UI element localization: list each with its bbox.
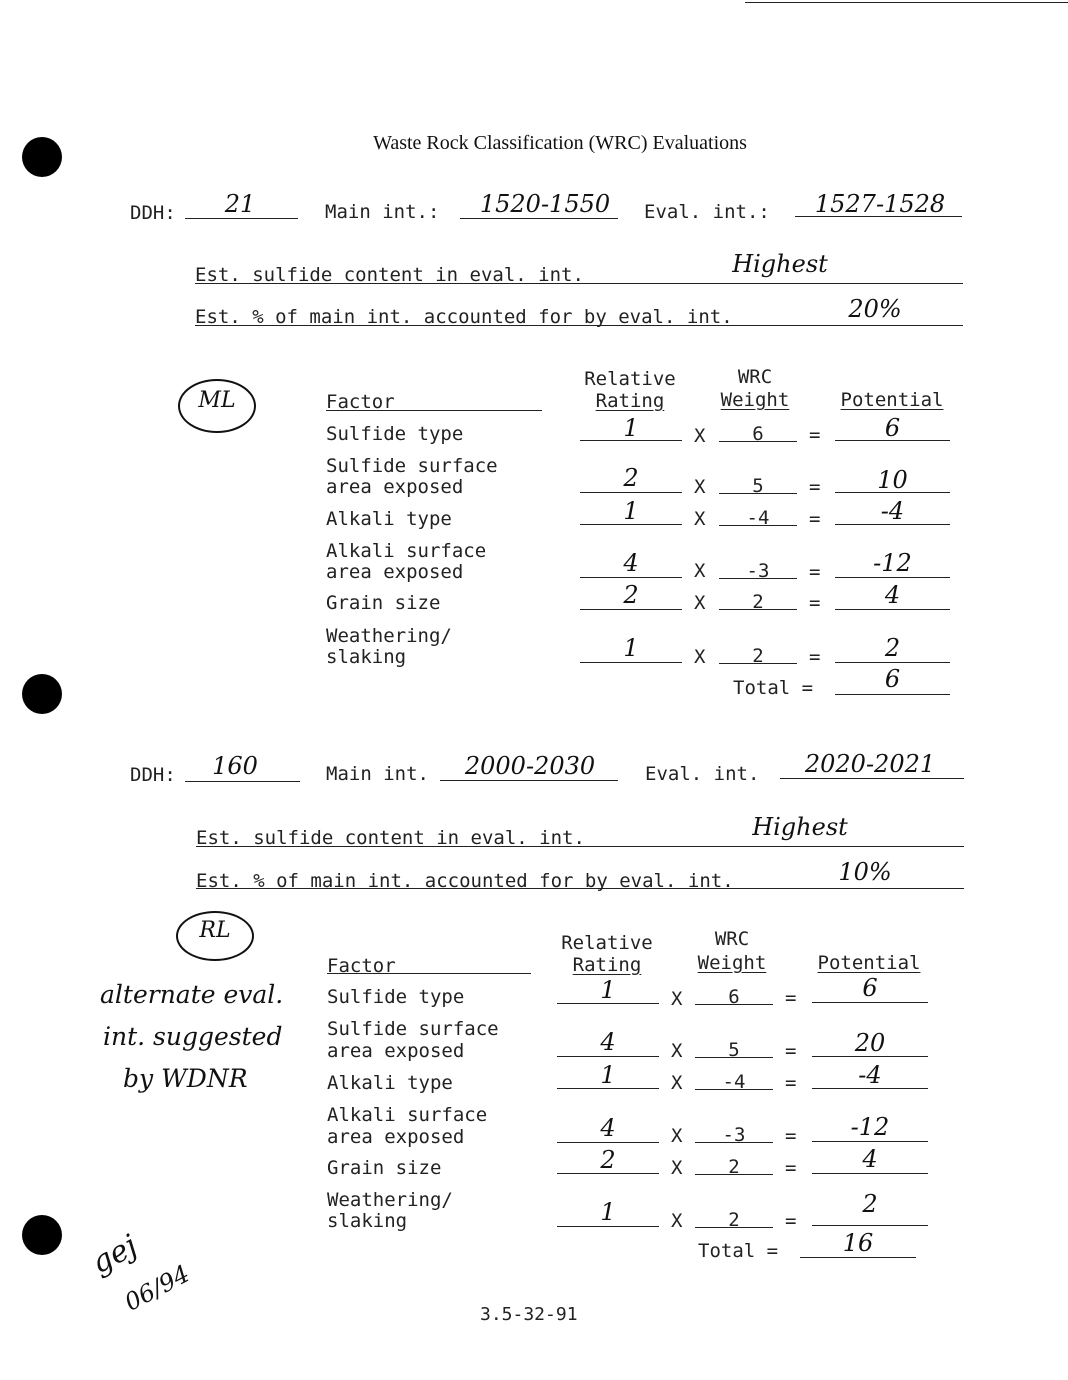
- rating-value: 4: [600, 1028, 616, 1056]
- rating-value: 1: [600, 1061, 616, 1089]
- percent-main-label: Est. % of main int. accounted for by eval. int.: [195, 306, 733, 328]
- main-int-label: Main int.: [326, 763, 429, 785]
- equals-sign: =: [809, 508, 821, 530]
- col-factor: Factor: [327, 955, 396, 977]
- equals-sign: =: [809, 476, 821, 498]
- times-sign: X: [694, 425, 706, 447]
- potential-value: -12: [873, 549, 912, 577]
- rating-value: 2: [623, 581, 639, 609]
- ddh-value: 21: [224, 190, 256, 218]
- times-sign: X: [671, 988, 683, 1010]
- times-sign: X: [671, 1125, 683, 1147]
- punch-hole-middle: [22, 674, 62, 714]
- margin-note-line-3: by WDNR: [123, 1064, 248, 1093]
- weight-value: 2: [728, 1156, 740, 1178]
- top-edge-line: [745, 2, 1068, 3]
- main-int-label: Main int.:: [325, 201, 440, 223]
- weight-value: 5: [728, 1039, 740, 1061]
- times-sign: X: [671, 1040, 683, 1062]
- margin-note-line-1: alternate eval.: [100, 980, 284, 1009]
- rating-value: 4: [623, 549, 639, 577]
- potential-value: 10: [877, 466, 908, 494]
- main-int-value: 1520-1550: [479, 190, 611, 218]
- equals-sign: =: [809, 592, 821, 614]
- factor-label-line2: slaking: [327, 1210, 408, 1232]
- punch-hole-bottom: [22, 1215, 62, 1255]
- eval-int-label: Eval. int.: [645, 763, 760, 785]
- page-title: Waste Rock Classification (WRC) Evaluations: [373, 132, 747, 154]
- potential-value: 2: [884, 634, 901, 662]
- sulfide-content-value: Highest: [732, 250, 828, 278]
- factor-label: Alkali surface: [326, 540, 487, 562]
- page-footer-code: 3.5-32-91: [480, 1304, 578, 1325]
- equals-sign: =: [785, 1210, 797, 1232]
- col-rating-top: Relative: [561, 932, 653, 954]
- col-weight: Weight: [697, 952, 767, 974]
- factor-label: Alkali type: [326, 508, 452, 530]
- weight-value: 6: [752, 423, 764, 445]
- equals-sign: =: [809, 561, 821, 583]
- times-sign: X: [694, 476, 706, 498]
- rating-value: 2: [600, 1146, 616, 1174]
- potential-value: 2: [862, 1190, 878, 1218]
- times-sign: X: [671, 1210, 683, 1232]
- weight-value: 2: [752, 591, 764, 613]
- weight-value: -4: [746, 507, 770, 529]
- weight-value: 5: [752, 475, 764, 497]
- col-factor: Factor: [326, 391, 395, 413]
- equals-sign: =: [785, 1125, 797, 1147]
- ddh-label: DDH:: [130, 764, 176, 786]
- potential-value: 20: [854, 1029, 886, 1057]
- factor-label-line2: slaking: [326, 646, 407, 668]
- rating-value: 1: [600, 1198, 616, 1226]
- times-sign: X: [694, 560, 706, 582]
- equals-sign: =: [785, 1157, 797, 1179]
- times-sign: X: [694, 592, 706, 614]
- rating-value: 4: [600, 1114, 616, 1142]
- col-rating: Rating: [572, 954, 642, 976]
- factor-label-line2: area exposed: [327, 1040, 465, 1062]
- col-rating: Rating: [595, 390, 665, 412]
- equals-sign: =: [809, 424, 821, 446]
- times-sign: X: [671, 1072, 683, 1094]
- total-value: 16: [842, 1229, 874, 1257]
- eval-int-label: Eval. int.:: [644, 201, 770, 223]
- sulfide-content-value: Highest: [752, 813, 848, 841]
- equals-sign: =: [785, 1040, 797, 1062]
- potential-value: 4: [884, 581, 901, 609]
- weight-value: -4: [722, 1071, 746, 1093]
- rating-value: 1: [600, 976, 616, 1004]
- ddh-label: DDH:: [130, 202, 176, 224]
- weight-value: 2: [728, 1209, 740, 1231]
- factor-label: Sulfide surface: [326, 455, 498, 477]
- factor-label: Sulfide surface: [327, 1018, 499, 1040]
- potential-value: 6: [862, 974, 878, 1002]
- handwritten-initials: gej: [86, 1228, 144, 1281]
- potential-value: -4: [880, 497, 905, 525]
- factor-label: Sulfide type: [327, 986, 465, 1008]
- weight-value: 6: [728, 986, 740, 1008]
- potential-value: 4: [862, 1145, 878, 1173]
- sulfide-content-label: Est. sulfide content in eval. int.: [196, 827, 585, 849]
- times-sign: X: [694, 508, 706, 530]
- handwritten-date: 06/94: [120, 1259, 195, 1317]
- factor-label: Sulfide type: [326, 423, 464, 445]
- percent-main-value: 10%: [838, 858, 892, 886]
- equals-sign: =: [785, 1072, 797, 1094]
- potential-value: -4: [858, 1061, 882, 1089]
- weight-value: 2: [752, 645, 764, 667]
- main-int-value: 2000-2030: [464, 752, 596, 780]
- eval-int-value: 1527-1528: [814, 190, 946, 218]
- col-weight-top: WRC: [737, 366, 773, 388]
- rating-value: 1: [623, 497, 639, 525]
- col-weight: Weight: [720, 389, 790, 411]
- weight-value: -3: [722, 1124, 746, 1146]
- percent-main-label: Est. % of main int. accounted for by eval. int.: [196, 870, 734, 892]
- factor-label: Alkali type: [327, 1072, 453, 1094]
- factor-label-line2: area exposed: [326, 561, 464, 583]
- total-label: Total =: [733, 677, 814, 699]
- rating-value: 1: [623, 634, 639, 662]
- times-sign: X: [671, 1157, 683, 1179]
- margin-note-line-2: int. suggested: [103, 1022, 283, 1051]
- circled-code-text: ML: [198, 388, 236, 413]
- rating-value: 2: [623, 464, 639, 492]
- equals-sign: =: [809, 646, 821, 668]
- factor-label-line2: area exposed: [327, 1126, 465, 1148]
- sulfide-content-label: Est. sulfide content in eval. int.: [195, 264, 584, 286]
- factor-label: Alkali surface: [327, 1104, 488, 1126]
- eval-int-value: 2020-2021: [804, 750, 936, 778]
- rating-value: 1: [623, 414, 639, 442]
- factor-label: Weathering/: [327, 1189, 453, 1211]
- col-potential: Potential: [817, 952, 921, 974]
- total-value: 6: [884, 665, 901, 693]
- factor-label: Grain size: [326, 592, 441, 614]
- ddh-value: 160: [212, 752, 258, 780]
- col-potential: Potential: [840, 389, 944, 411]
- circled-code-text: RL: [199, 918, 231, 943]
- weight-value: -3: [746, 560, 770, 582]
- factor-label: Weathering/: [326, 625, 452, 647]
- times-sign: X: [694, 646, 706, 668]
- factor-label-line2: area exposed: [326, 476, 464, 498]
- percent-main-value: 20%: [848, 295, 902, 323]
- potential-value: -12: [850, 1113, 890, 1141]
- col-weight-top: WRC: [714, 928, 750, 950]
- equals-sign: =: [785, 987, 797, 1009]
- potential-value: 6: [884, 414, 901, 442]
- col-rating-top: Relative: [584, 368, 676, 390]
- total-label: Total =: [698, 1240, 779, 1262]
- factor-label: Grain size: [327, 1157, 442, 1179]
